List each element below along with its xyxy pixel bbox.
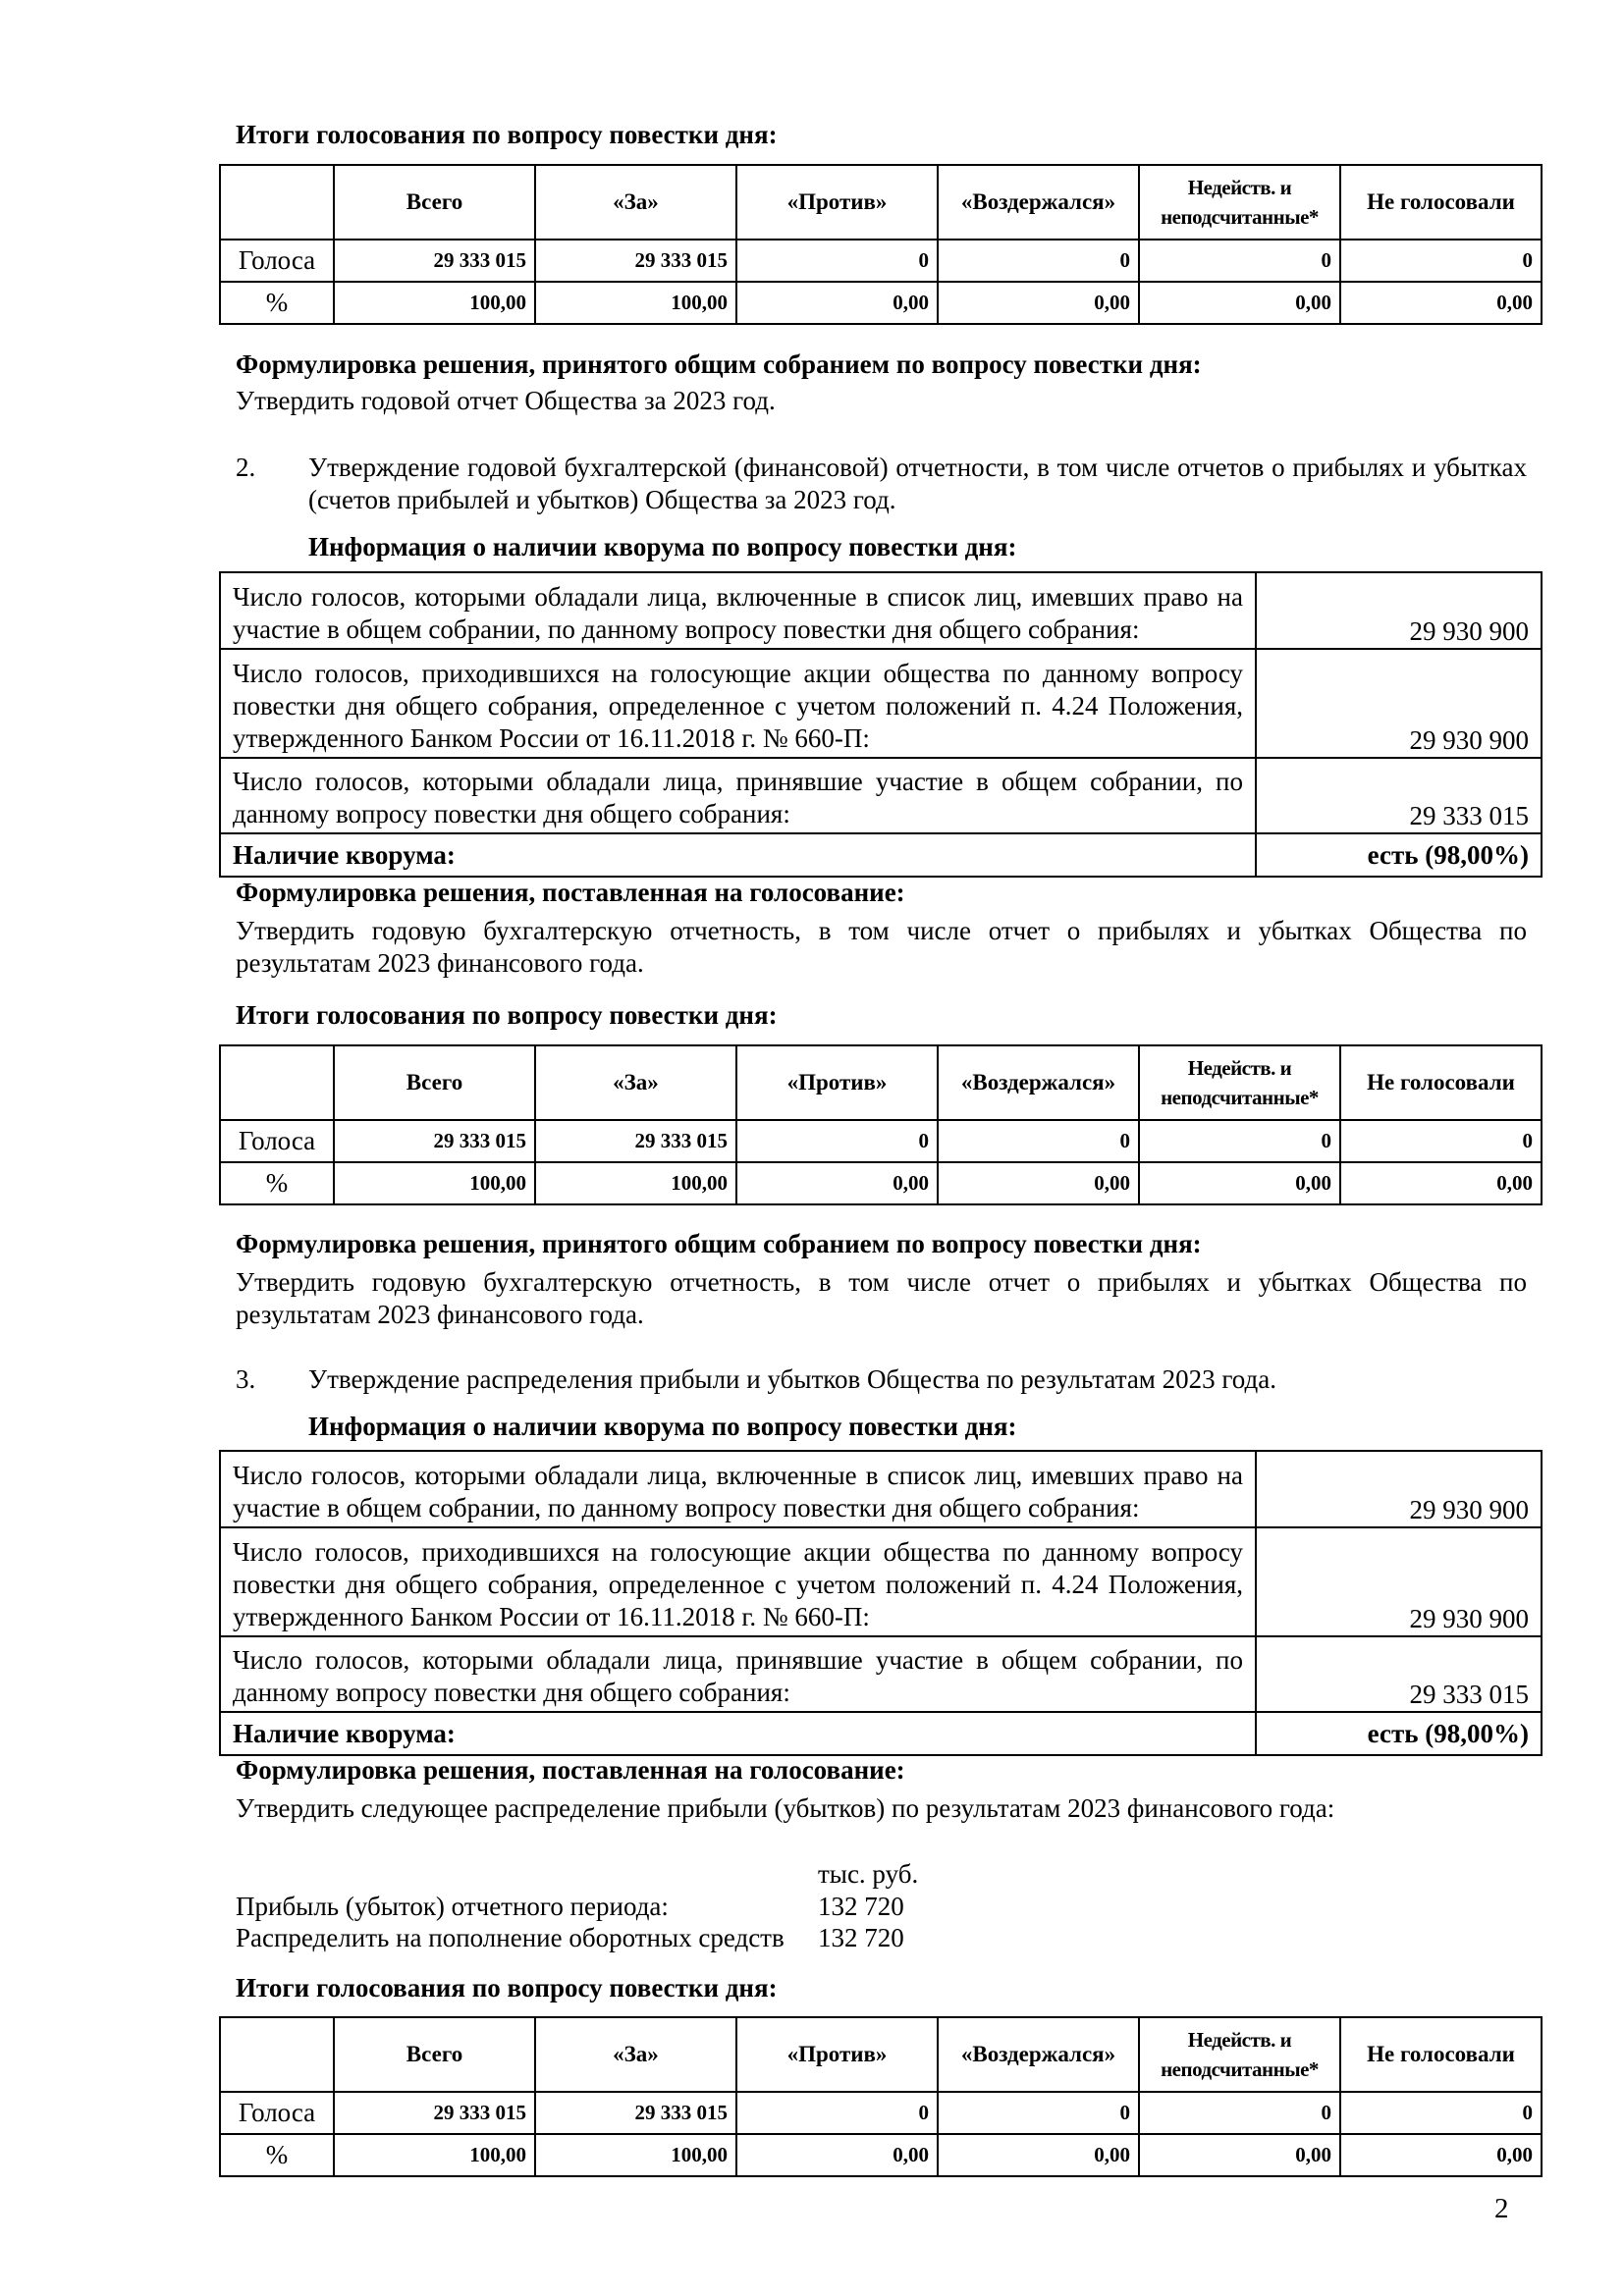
- quorum-text: Число голосов, которыми обладали лица, принявшие участие в общем собрании, по данному вопросу повестки дня общего собрания:: [220, 1636, 1256, 1712]
- quorum-table-2: [219, 571, 1543, 878]
- quorum-value: 29 930 900: [1256, 1527, 1542, 1636]
- votes-row-label: Голоса: [220, 2092, 334, 2134]
- votes-cell: 0,00: [1139, 2134, 1340, 2176]
- votes-header-invalid: Недейств. и неподсчитанные*: [1139, 2017, 1340, 2092]
- votes-header-for: «За»: [535, 165, 736, 240]
- votes-cell: 29 333 015: [334, 240, 535, 282]
- votes-header-not-voted: Не голосовали: [1340, 165, 1542, 240]
- item-number-2: 2.: [236, 453, 256, 482]
- votes-header-for: «За»: [535, 1045, 736, 1120]
- votes-header-invalid: Недейств. и неподсчитанные*: [1139, 165, 1340, 240]
- votes-header-against: «Против»: [736, 2017, 938, 2092]
- quorum-value: 29 930 900: [1256, 649, 1542, 758]
- decision-for-vote-heading-2: Формулировка решения, поставленная на голосование:: [236, 878, 905, 907]
- votes-cell: 0,00: [1139, 282, 1340, 324]
- proposal-text-3: Утвердить следующее распределение прибыли (убытков) по результатам 2023 финансового года:: [236, 1793, 1335, 1823]
- quorum-text: Число голосов, приходившихся на голосующие акции общества по данному вопросу повестки дня общего собрания, определенное с учетом положений п. 4.24 Положения, утвержденного Банком России от 16.11.2018 г. № 660-П:: [220, 1527, 1256, 1636]
- profit-row-value: 132 720: [818, 1892, 904, 1921]
- table-row: [220, 1162, 1542, 1204]
- quorum-value: 29 333 015: [1256, 758, 1542, 833]
- votes-header-total: Всего: [334, 165, 535, 240]
- votes-cell: 0,00: [736, 1162, 938, 1204]
- table-row: [220, 833, 1542, 877]
- profit-row-label: Распределить на пополнение оборотных средств: [236, 1923, 785, 1952]
- quorum-result-value: есть (98,00%): [1256, 833, 1542, 877]
- decision-adopted-heading-1: Формулировка решения, принятого общим собранием по вопросу повестки дня:: [236, 349, 1202, 379]
- votes-table-2: [219, 1044, 1543, 1205]
- votes-cell: 0: [736, 240, 938, 282]
- votes-cell: 0,00: [736, 2134, 938, 2176]
- voting-results-heading-3: Итоги голосования по вопросу повестки дня:: [236, 1973, 778, 2002]
- votes-header-against: «Против»: [736, 1045, 938, 1120]
- table-row: [220, 1527, 1542, 1636]
- item-text-2: Утверждение годовой бухгалтерской (финансовой) отчетности, в том числе отчетов о прибылях и убытках (счетов прибылей и убытков) Общества за 2023 год.: [308, 453, 1527, 514]
- table-row: [220, 1120, 1542, 1162]
- table-row: [220, 572, 1542, 649]
- votes-cell: 100,00: [535, 282, 736, 324]
- item-text-3: Утверждение распределения прибыли и убытков Общества по результатам 2023 года.: [308, 1364, 1276, 1394]
- votes-cell: 0,00: [1340, 2134, 1542, 2176]
- profit-row-label: Прибыль (убыток) отчетного периода:: [236, 1892, 669, 1921]
- votes-cell: 0,00: [1340, 282, 1542, 324]
- quorum-text: Число голосов, которыми обладали лица, принявшие участие в общем собрании, по данному вопросу повестки дня общего собрания:: [220, 758, 1256, 833]
- votes-cell: 0: [1340, 1120, 1542, 1162]
- votes-cell: 100,00: [334, 282, 535, 324]
- votes-table-1: [219, 164, 1543, 325]
- table-row: [220, 282, 1542, 324]
- table-row: [220, 2092, 1542, 2134]
- decision-adopted-heading-2: Формулировка решения, принятого общим собранием по вопросу повестки дня:: [236, 1229, 1202, 1258]
- profit-unit: тыс. руб.: [818, 1859, 919, 1889]
- votes-header-for: «За»: [535, 2017, 736, 2092]
- votes-cell: 0: [1340, 2092, 1542, 2134]
- votes-cell: 0: [1139, 240, 1340, 282]
- votes-cell: 100,00: [334, 1162, 535, 1204]
- votes-cell: 0: [736, 2092, 938, 2134]
- table-row: [220, 1712, 1542, 1755]
- table-row: [220, 1636, 1542, 1712]
- votes-cell: 100,00: [535, 2134, 736, 2176]
- table-row: [220, 649, 1542, 758]
- votes-row-label: %: [220, 282, 334, 324]
- votes-header-blank: [220, 2017, 334, 2092]
- quorum-table-3: [219, 1450, 1543, 1756]
- voting-results-heading-1: Итоги голосования по вопросу повестки дня:: [236, 120, 778, 149]
- quorum-heading-3: Информация о наличии кворума по вопросу повестки дня:: [308, 1412, 1017, 1441]
- decision-text-1: Утвердить годовой отчет Общества за 2023 год.: [236, 386, 776, 415]
- decision-text-2: Утвердить годовую бухгалтерскую отчетность, в том числе отчет о прибылях и убытках Общества по результатам 2023 финансового года.: [236, 1267, 1527, 1329]
- profit-row-value: 132 720: [818, 1923, 904, 1952]
- quorum-value: 29 930 900: [1256, 572, 1542, 649]
- quorum-text: Число голосов, приходившихся на голосующие акции общества по данному вопросу повестки дня общего собрания, определенное с учетом положений п. 4.24 Положения, утвержденного Банком России от 16.11.2018 г. № 660-П:: [220, 649, 1256, 758]
- votes-header-total: Всего: [334, 1045, 535, 1120]
- votes-cell: 0,00: [1139, 1162, 1340, 1204]
- proposal-text-2: Утвердить годовую бухгалтерскую отчетность, в том числе отчет о прибылях и убытках Общества по результатам 2023 финансового года.: [236, 916, 1527, 978]
- quorum-value: 29 930 900: [1256, 1451, 1542, 1527]
- table-row: [220, 758, 1542, 833]
- votes-header-abstained: «Воздержался»: [938, 1045, 1139, 1120]
- votes-cell: 29 333 015: [535, 1120, 736, 1162]
- votes-header-total: Всего: [334, 2017, 535, 2092]
- quorum-result-label: Наличие кворума:: [220, 833, 1256, 877]
- votes-cell: 0,00: [938, 282, 1139, 324]
- quorum-text: Число голосов, которыми обладали лица, включенные в список лиц, имевших право на участие в общем собрании, по данному вопросу повестки дня общего собрания:: [220, 572, 1256, 649]
- votes-cell: 0,00: [938, 1162, 1139, 1204]
- votes-cell: 0: [938, 240, 1139, 282]
- votes-cell: 0: [1340, 240, 1542, 282]
- votes-cell: 0,00: [938, 2134, 1139, 2176]
- quorum-result-value: есть (98,00%): [1256, 1712, 1542, 1755]
- votes-cell: 0: [1139, 1120, 1340, 1162]
- votes-cell: 0: [736, 1120, 938, 1162]
- votes-header-not-voted: Не голосовали: [1340, 1045, 1542, 1120]
- votes-header-blank: [220, 165, 334, 240]
- votes-cell: 100,00: [535, 1162, 736, 1204]
- quorum-result-label: Наличие кворума:: [220, 1712, 1256, 1755]
- votes-cell: 29 333 015: [334, 2092, 535, 2134]
- votes-cell: 29 333 015: [535, 240, 736, 282]
- votes-table-3: [219, 2016, 1543, 2177]
- votes-row-label: Голоса: [220, 1120, 334, 1162]
- votes-cell: 0,00: [736, 282, 938, 324]
- votes-header-abstained: «Воздержался»: [938, 165, 1139, 240]
- table-row: [220, 240, 1542, 282]
- votes-cell: 0: [938, 1120, 1139, 1162]
- quorum-value: 29 333 015: [1256, 1636, 1542, 1712]
- votes-header-abstained: «Воздержался»: [938, 2017, 1139, 2092]
- votes-cell: 0,00: [1340, 1162, 1542, 1204]
- votes-cell: 29 333 015: [535, 2092, 736, 2134]
- votes-header-blank: [220, 1045, 334, 1120]
- votes-header-against: «Против»: [736, 165, 938, 240]
- quorum-text: Число голосов, которыми обладали лица, включенные в список лиц, имевших право на участие в общем собрании, по данному вопросу повестки дня общего собрания:: [220, 1451, 1256, 1527]
- table-row: [220, 1451, 1542, 1527]
- votes-header-not-voted: Не голосовали: [1340, 2017, 1542, 2092]
- votes-cell: 29 333 015: [334, 1120, 535, 1162]
- votes-cell: 0: [938, 2092, 1139, 2134]
- quorum-heading-2: Информация о наличии кворума по вопросу повестки дня:: [308, 532, 1017, 561]
- votes-row-label: Голоса: [220, 240, 334, 282]
- table-row: [220, 2134, 1542, 2176]
- decision-for-vote-heading-3: Формулировка решения, поставленная на голосование:: [236, 1755, 905, 1785]
- votes-row-label: %: [220, 1162, 334, 1204]
- voting-results-heading-2: Итоги голосования по вопросу повестки дня:: [236, 1000, 778, 1030]
- votes-cell: 0: [1139, 2092, 1340, 2134]
- votes-cell: 100,00: [334, 2134, 535, 2176]
- page-number: 2: [1494, 2193, 1509, 2224]
- votes-header-invalid: Недейств. и неподсчитанные*: [1139, 1045, 1340, 1120]
- votes-row-label: %: [220, 2134, 334, 2176]
- item-number-3: 3.: [236, 1364, 256, 1394]
